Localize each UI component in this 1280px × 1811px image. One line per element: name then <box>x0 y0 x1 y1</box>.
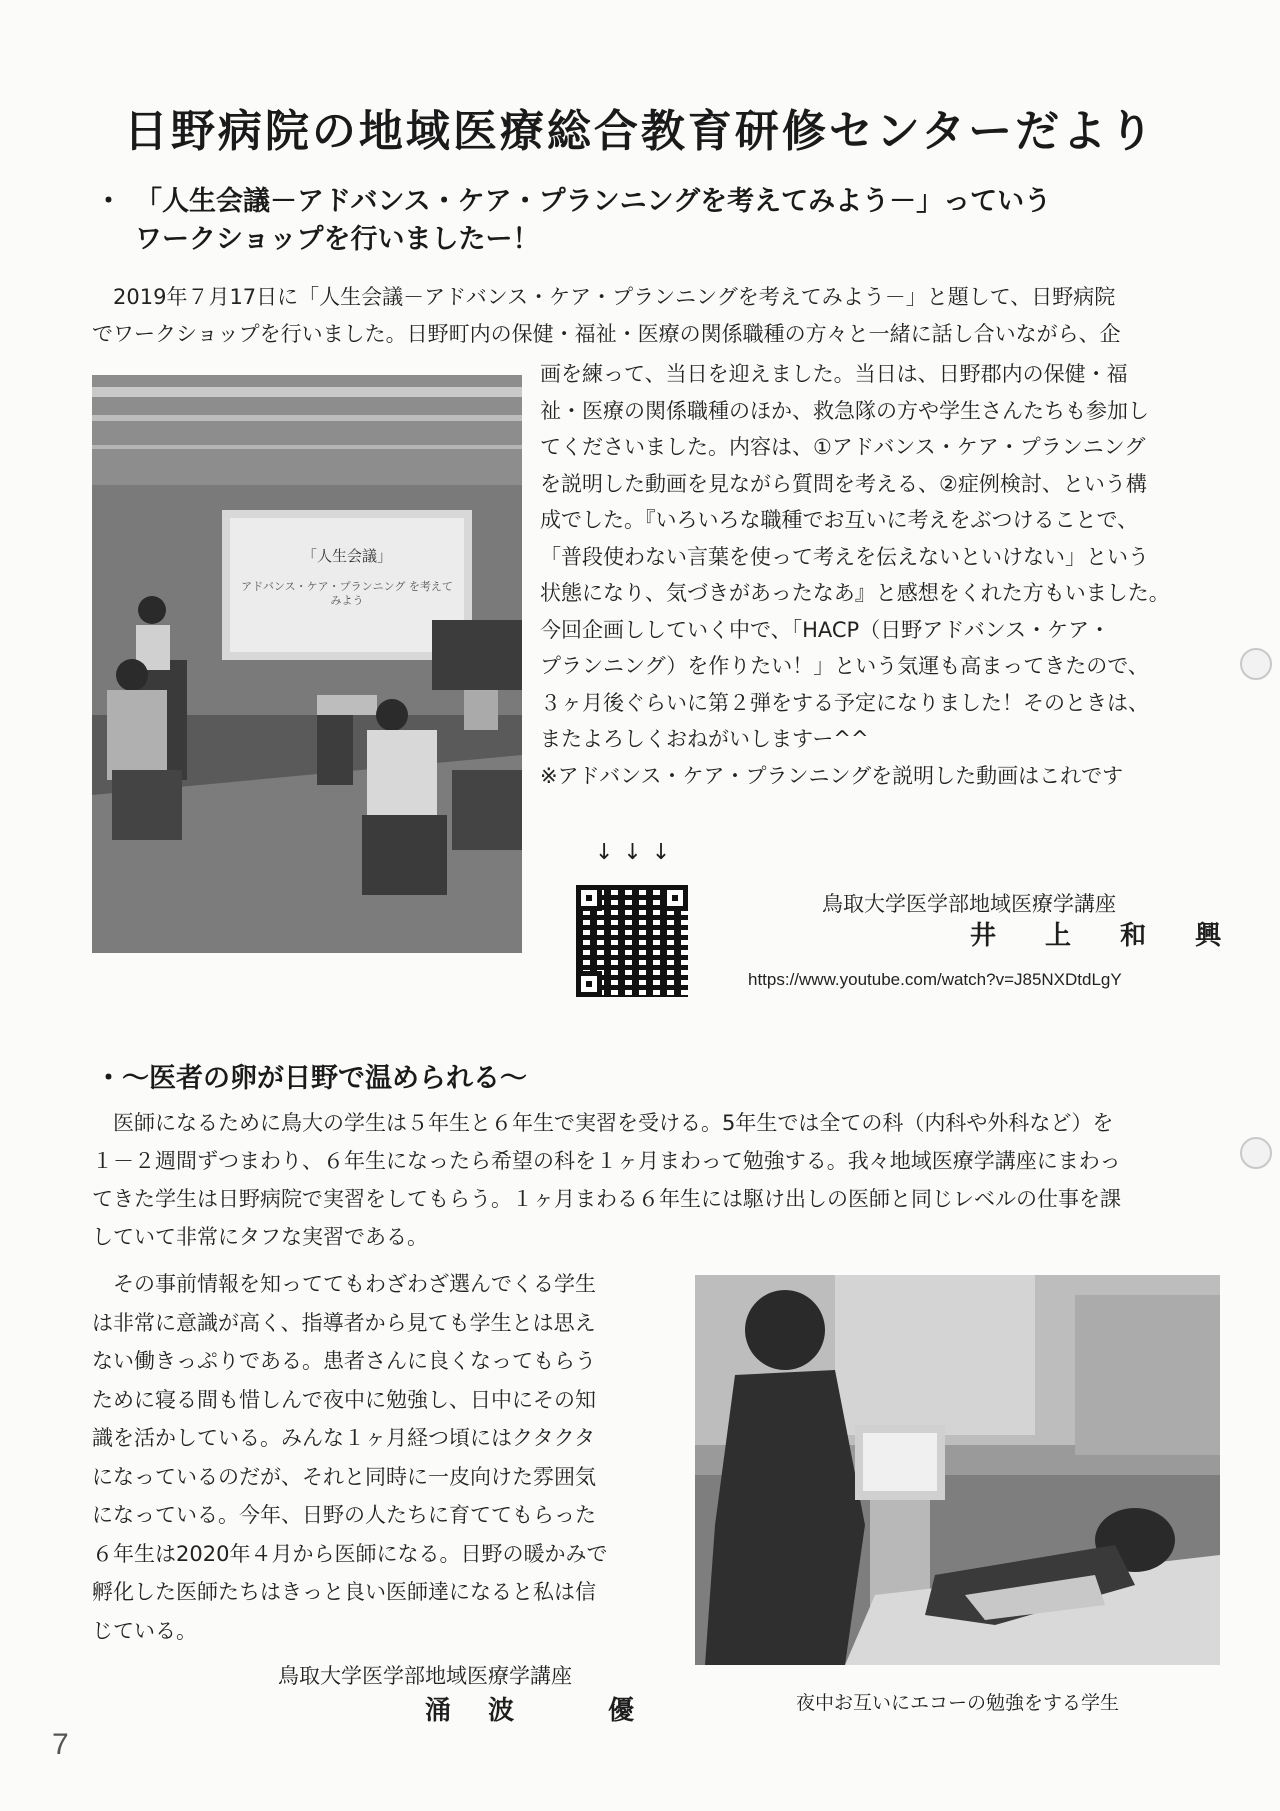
article1-affiliation: 鳥取大学医学部地域医療学講座 <box>822 892 1116 916</box>
article2-line: していて非常にタフな実習である。 <box>92 1225 428 1249</box>
article1-line: 成でした。『いろいろな職種でお互いに考えをぶつけることで、 <box>540 508 1139 532</box>
article1-heading-line2: ワークショップを行いましたー！ <box>135 224 540 255</box>
ultrasound-photo <box>695 1275 1220 1665</box>
qr-code[interactable] <box>576 885 688 997</box>
page-number: 7 <box>52 1728 69 1761</box>
article2-intro <box>92 1104 1232 1256</box>
article1-line: プランニング）を作りたい！」という気運も高まってきたので、 <box>540 654 1149 678</box>
article1-line: 今回企画ししていく中で、「HACP（日野アドバンス・ケア・ <box>540 617 1111 642</box>
article2-line: じている。 <box>92 1618 197 1643</box>
article2-heading: ・～医者の卵が日野で温められる～ <box>95 1063 527 1094</box>
workshop-photo <box>92 375 522 953</box>
article1-line: 状態になり、気づきがあったなあ』と感想をくれた方もいました。 <box>540 581 1170 605</box>
article1-body-right <box>540 356 1240 794</box>
article1-line: 「普段使わない言葉を使って考えを伝えないといけない」という <box>540 544 1149 569</box>
article2-line: 孵化した医師たちはきっと良い医師達になると私は信 <box>92 1580 596 1604</box>
article2-author: 涌 波 優 <box>425 1696 649 1726</box>
article1-line: を説明した動画を見ながら質問を考える、②症例検討、という構 <box>540 471 1147 496</box>
article1-heading <box>95 183 1215 259</box>
article2-line: その事前情報を知っててもわざわざ選んでくる学生 <box>113 1272 596 1296</box>
article1-line: ３ヶ月後ぐらいに第２弾をする予定になりました！そのときは、 <box>540 690 1149 715</box>
article2-affiliation: 鳥取大学医学部地域医療学講座 <box>278 1664 572 1688</box>
article2-line: 識を活かしている。みんな１ヶ月経つ頃にはクタクタ <box>92 1426 596 1450</box>
photo-caption: 夜中お互いにエコーの勉強をする学生 <box>795 1692 1119 1714</box>
article2-line: になっている。今年、日野の人たちに育ててもらった <box>92 1503 596 1527</box>
article2-line: 医師になるために鳥大の学生は５年生と６年生で実習を受ける。5年生では全ての科（内科や外科など）を <box>113 1111 1114 1135</box>
article1-line: 画を練って、当日を迎えました。当日は、日野郡内の保健・福 <box>540 362 1128 386</box>
binder-hole-bottom <box>1240 1137 1272 1169</box>
slide-title: 「人生会議」 <box>301 547 392 565</box>
article1-line: またよろしくおねがいしますー^^ <box>540 727 869 751</box>
down-arrows: ↓↓↓ <box>595 840 681 865</box>
article2-line: ために寝る間も惜しんで夜中に勉強し、日中にその知 <box>92 1387 596 1412</box>
article1-bullet: ・ <box>95 186 122 217</box>
article1-line: 2019年７月17日に「人生会議－アドバンス・ケア・プランニングを考えてみよう－」と題して、日野病院 <box>113 285 1116 309</box>
article1-intro <box>92 279 1222 352</box>
article1-line: 祉・医療の関係職種のほか、救急隊の方や学生さんたちも参加し <box>540 398 1149 423</box>
workshop-photo-illustration <box>92 375 522 953</box>
video-url-link[interactable]: https://www.youtube.com/watch?v=J85NXDtdLgY <box>748 970 1122 989</box>
article2-line: てきた学生は日野病院で実習をしてもらう。１ヶ月まわる６年生には駆け出しの医師と同じレベルの仕事を課 <box>92 1187 1121 1211</box>
article1-heading-line1: 「人生会議－アドバンス・ケア・プランニングを考えてみよう－」っていう <box>135 186 1052 217</box>
binder-hole-top <box>1240 648 1272 680</box>
article1-author: 井 上 和 興 <box>970 921 1242 951</box>
article2-line: ６年生は2020年４月から医師になる。日野の暖かみで <box>92 1541 608 1566</box>
article1-line: でワークショップを行いました。日野町内の保健・福祉・医療の関係職種の方々と一緒に話し合いながら、企 <box>92 321 1121 346</box>
ultrasound-photo-illustration <box>695 1275 1220 1665</box>
slide-subtitle: アドバンス・ケア・プランニング を考えてみよう <box>241 580 453 607</box>
article2-line: １－２週間ずつまわり、６年生になったら希望の科を１ヶ月まわって勉強する。我々地域医療学講座にまわっ <box>92 1149 1121 1173</box>
article1-line: てくださいました。内容は、①アドバンス・ケア・プランニング <box>540 435 1146 459</box>
article1-line: ※アドバンス・ケア・プランニングを説明した動画はこれです <box>540 763 1124 788</box>
page-title: 日野病院の地域医療総合教育研修センターだより <box>123 106 1157 157</box>
article2-body-left <box>92 1265 672 1650</box>
article2-line: ない働きっぷりである。患者さんに良くなってもらう <box>92 1349 596 1373</box>
article2-line: になっているのだが、それと同時に一皮向けた雰囲気 <box>92 1464 596 1489</box>
article2-line: は非常に意識が高く、指導者から見ても学生とは思え <box>92 1310 596 1335</box>
